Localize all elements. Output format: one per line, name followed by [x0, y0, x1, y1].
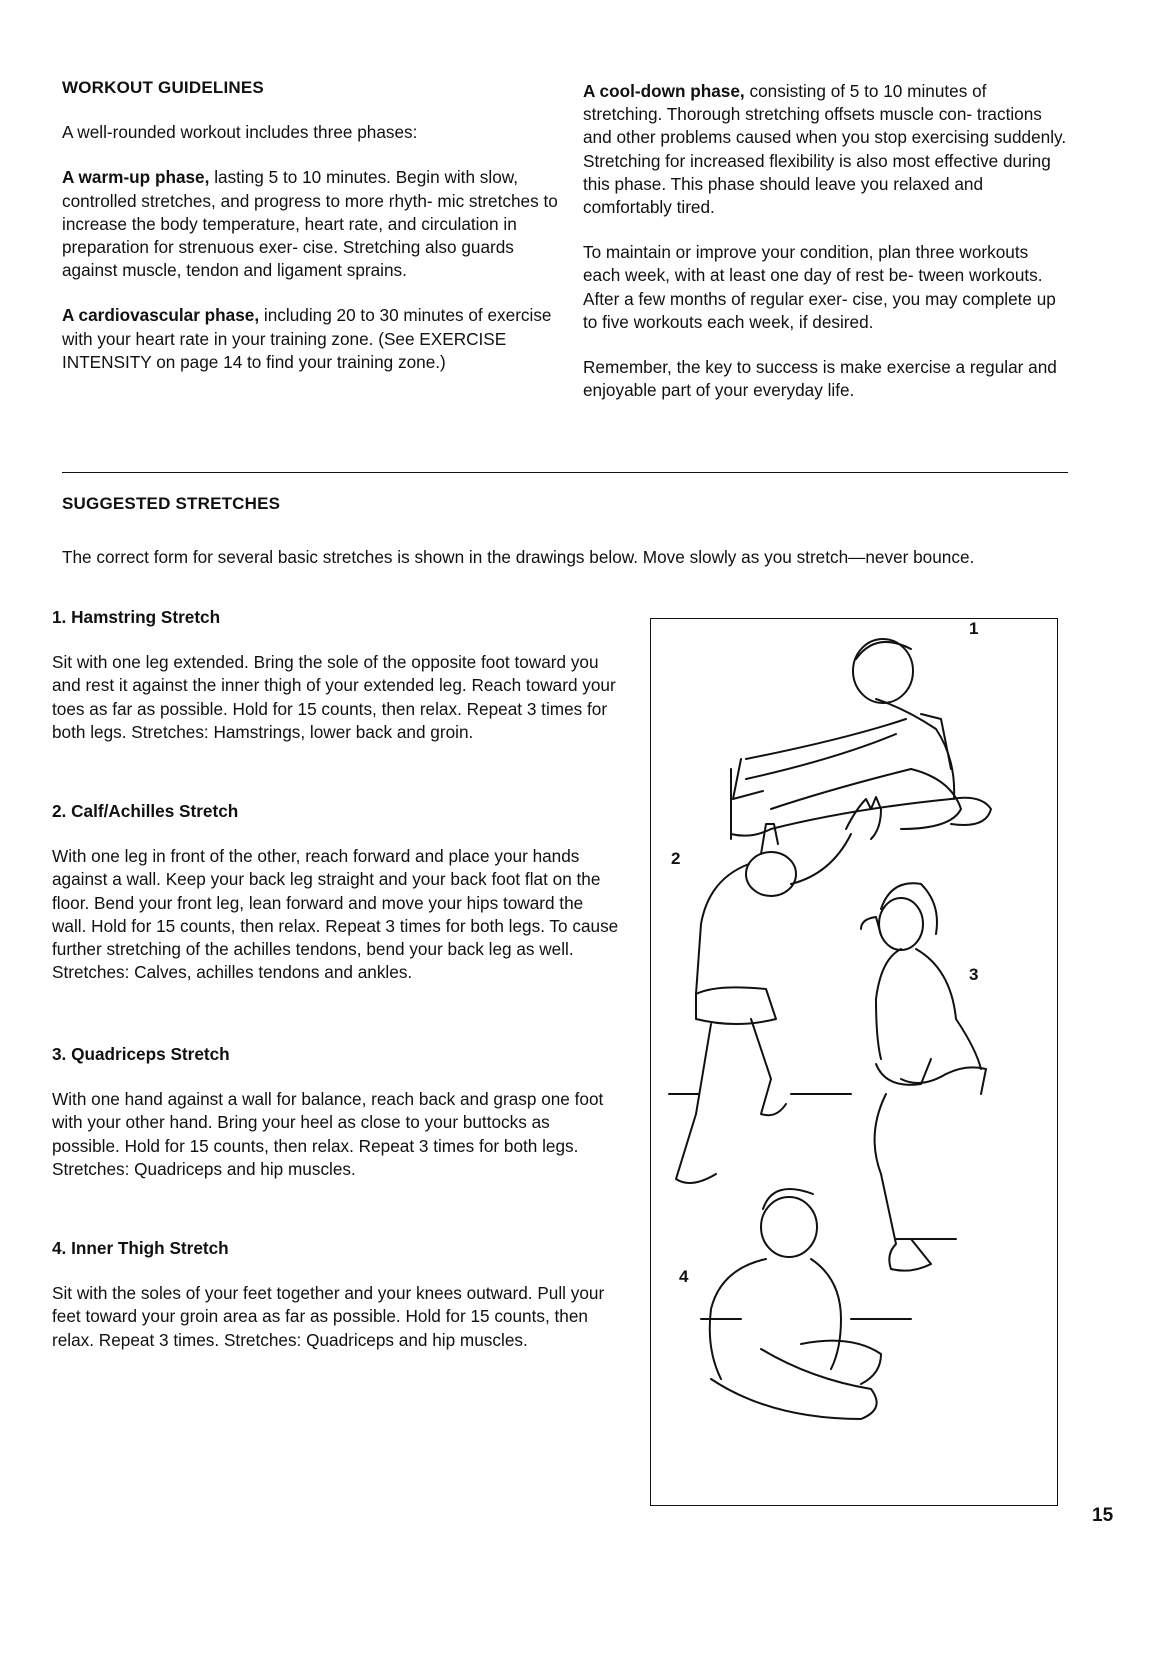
stretch-drawings [651, 619, 1059, 1507]
warmup-body: lasting 5 to 10 minutes. Begin with slow, controlled stretches, and progress to more rhyth- mic stretches to increase the body temperature, heart rate, and circulation in preparation for strenuous exer- cise. Stretching also guards against muscle, tendon and ligament sprains. [62, 167, 558, 281]
stretch-body: With one hand against a wall for balance, reach back and grasp one foot with your other hand. Bring your heel as close to your buttocks as possible. Hold for 15 counts, then relax. Repeat 3 times for both legs. Stretches: Quadriceps and hip muscles. [52, 1089, 604, 1179]
guidelines-intro: A well-rounded workout includes three phases: [62, 122, 418, 143]
stretches-heading: SUGGESTED STRETCHES [62, 494, 281, 513]
stretch-item-hamstring [52, 606, 622, 744]
cooldown-body: consisting of 5 to 10 minutes of stretching. Thorough stretching offsets muscle con- tractions and other problems caused when you stop exercising suddenly. Stretching for increased flexibility is also most effective during this phase. This phase should leave you relaxed and comfortably tired. [583, 81, 1067, 218]
inner-thigh-stretch-figure [701, 1189, 911, 1419]
stretch-title: 2. Calf/Achilles Stretch [52, 801, 239, 821]
guidelines-left-column [62, 76, 562, 374]
figure-label-4: 4 [679, 1267, 689, 1286]
stretch-item-calf [52, 800, 622, 984]
stretch-body: Sit with one leg extended. Bring the sole of the opposite foot toward you and rest it against the inner thigh of your extended leg. Reach toward your toes as far as possible. Hold for 15 counts, then relax. Repeat 3 times for both legs. Stretches: Hamstrings, lower back and groin. [52, 652, 616, 742]
stretches-intro: The correct form for several basic stretches is shown in the drawings below. Move slowly as you stretch—never bounce. [62, 547, 975, 567]
stretch-title: 4. Inner Thigh Stretch [52, 1238, 229, 1258]
quadriceps-stretch-figure [861, 883, 986, 1270]
stretch-body: With one leg in front of the other, reach forward and place your hands against a wall. Keep your back leg straight and your back foot flat on the floor. Bend your front leg, lean forward and move your hips toward the wall. Hold for 15 counts, then relax. Repeat 3 times for both legs. To cause further stretching of the achilles tendons, bend your back leg as well. Stretches: Calves, achilles tendons and ankles. [52, 846, 619, 983]
page-number: 15 [1092, 1505, 1114, 1526]
stretch-illustrations [650, 618, 1058, 1506]
stretch-item-inner-thigh [52, 1237, 622, 1352]
warmup-lead: A warm-up phase, [62, 167, 210, 188]
guidelines-heading: WORKOUT GUIDELINES [62, 78, 264, 97]
calf-stretch-figure [669, 797, 881, 1183]
figure-label-1: 1 [969, 619, 979, 638]
cardio-lead: A cardiovascular phase, [62, 305, 260, 326]
stretch-body: Sit with the soles of your feet together and your knees outward. Pull your feet toward your groin area as far as possible. Hold for 15 counts, then relax. Repeat 3 times. Stretches: Quadriceps and hip muscles. [52, 1283, 605, 1350]
guidelines-right-column [583, 80, 1068, 402]
section-divider [62, 472, 1068, 473]
cooldown-paragraph [583, 80, 1068, 219]
stretch-title: 3. Quadriceps Stretch [52, 1044, 230, 1064]
hamstring-stretch-figure [731, 639, 991, 839]
cardio-paragraph [62, 304, 562, 374]
cooldown-lead: A cool-down phase, [583, 81, 745, 101]
stretch-item-quadriceps [52, 1043, 622, 1181]
stretch-title: 1. Hamstring Stretch [52, 607, 221, 627]
cardio-body: including 20 to 30 minutes of exercise with your heart rate in your training zone. (See EXERCISE INTENSITY on page 14 to find your training zone.) [62, 305, 552, 372]
figure-label-3: 3 [969, 965, 979, 984]
remember-paragraph: Remember, the key to success is make exercise a regular and enjoyable part of your everyday life. [583, 357, 1057, 401]
maintain-paragraph: To maintain or improve your condition, plan three workouts each week, with at least one day of rest be- tween workouts. After a few months of regular exer- cise, you may complete up to five workouts each week, if desired. [583, 242, 1056, 332]
figure-label-2: 2 [671, 849, 681, 868]
warmup-paragraph [62, 166, 562, 282]
